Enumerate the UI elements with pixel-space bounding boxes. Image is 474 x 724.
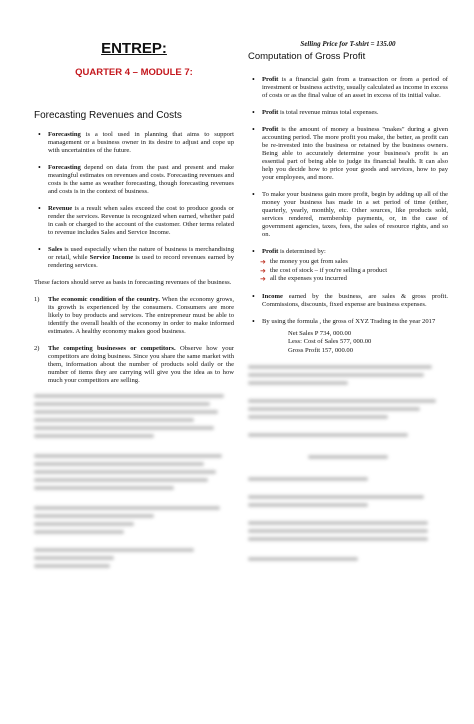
arrow-icon: ➜ bbox=[260, 266, 266, 275]
bullet-profit-determined: • Profit is determined by: bbox=[248, 248, 448, 256]
bullet-revenue: • Revenue is a result when sales exceed the cost to produce goods or render the services. Revenue is recognized when earned, whether paid in cash or charged to the account of the customer. Other terms related to revenue includes Sales and Service Income. bbox=[34, 205, 234, 237]
factor-2: 2) The competing businesses or competitors. Observe how your competitors are doing business. Since you share the same market with them, information about the number of products sold daily or the number of items they are carrying will give you the idea as to how much your competitors are selling. bbox=[34, 345, 235, 384]
bullet-profit-2: • Profit is total revenue minus total expenses. bbox=[248, 109, 448, 117]
bullet-sales: • Sales is used especially when the nature of business is merchandising or retail, while Service Income is used to record revenues earned by rendering services. bbox=[34, 246, 234, 270]
blurred-content-right bbox=[248, 365, 448, 561]
bullet-profit-4: • To make your business gain more profit, begin by adding up all of the money your business has made in a set period of time (either, quarterly, yearly, monthly, etc. Other sources, like products sold, services rendered, membership payments, or, in the case of government agencies, taxes, fees, the sales of resource rights, and so on. bbox=[248, 191, 448, 239]
blurred-content-left bbox=[34, 394, 234, 568]
bullet-forecasting-1: • Forecasting is a tool used in planning that aims to support management or a business owner in its desire to adjust and cope up with uncertainties of the future. bbox=[34, 131, 234, 155]
bullet-profit-1: • Profit is a financial gain from a transaction or from a period of investment or business activity, usually calculated as income in excess of costs or as the final value of an asset in excess of its initial value. bbox=[248, 76, 448, 100]
module-subtitle: QUARTER 4 – MODULE 7: bbox=[75, 67, 193, 78]
bullet-formula: • By using the formula , the gross of XYZ Trading in the year 2017 bbox=[248, 318, 448, 326]
profit-item-3: ➜ all the expenses you incurred bbox=[260, 275, 347, 283]
calc-cost-of-sales: Less: Cost of Sales 577, 000.00 bbox=[288, 338, 372, 345]
factor-1: 1) The economic condition of the country. When the economy grows, its growth is experienced by the consumers. Consumers are more likely to buy products and services. The entrepreneur must be able to identify the overall health of the economy in order to make informed estimates. A healthy economy makes good business. bbox=[34, 296, 234, 335]
computation-heading: Computation of Gross Profit bbox=[248, 51, 366, 62]
right-column bbox=[248, 40, 448, 565]
factors-intro: These factors should serve as basis in forecasting revenues of the business. bbox=[34, 279, 232, 286]
bullet-profit-3: • Profit is the amount of money a business "makes" during a given accounting period. The more profit you make, the better, as profit can be re-invested into the business or retained by the business owners. Being able to accurately determine your business's profit is an essential part of being able to judge its financial health. It can also help you decide how to price your goods and services, how to pay your employees, and more. bbox=[248, 126, 448, 182]
bullet-income: • Income earned by the business, are sales & gross profit. Commissions, discounts, fixed expense are business expenses. bbox=[248, 293, 448, 309]
calc-gross-profit: Gross Profit 157, 000.00 bbox=[288, 346, 354, 354]
left-column bbox=[34, 40, 234, 572]
bullet-forecasting-2: • Forecasting depend on data from the past and present and make meaningful estimates on revenues and costs. Forecasting revenues and costs is the same as weather forecasting, though forecasting revenues and costs is in the context of business. bbox=[34, 164, 234, 196]
section-heading: Forecasting Revenues and Costs bbox=[34, 110, 182, 121]
profit-item-2: ➜ the cost of stock – if you're selling a product bbox=[260, 266, 388, 275]
profit-item-1: ➜ the money you get from sales bbox=[260, 258, 348, 266]
arrow-icon: ➜ bbox=[260, 258, 266, 266]
selling-price-heading: Selling Price for T-shirt = 135.00 bbox=[300, 40, 396, 48]
calc-net-sales: Net Sales P 734, 000.00 bbox=[288, 329, 352, 337]
page-title: ENTREP: bbox=[101, 40, 167, 57]
arrow-icon: ➜ bbox=[260, 275, 266, 283]
